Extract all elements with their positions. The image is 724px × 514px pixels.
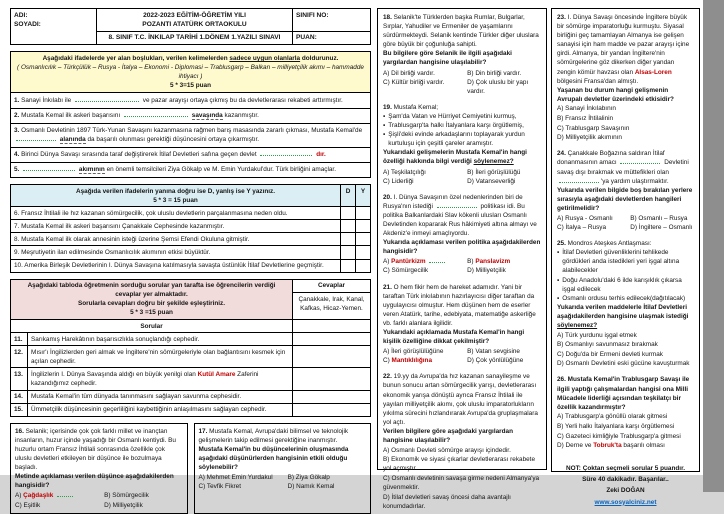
class-label: SINIFI NO: <box>296 11 329 19</box>
dy-item-8: 8. Mustafa Kemal ilk olarak annesinin isteği üzerine Şemsi Efendi Okuluna gitmiştir. <box>11 233 341 246</box>
fill-item-1: 1. Sanayi İnkılabı ile ve pazar arayışı ortaya çıkmış bu da devletlerarası rekabeti arttırmıştır. <box>11 93 371 108</box>
question-prompt: Metinde açıklaması verilen düşünce aşağıdakilerden hangisidir? <box>15 473 174 490</box>
blank-field[interactable] <box>124 111 188 117</box>
question-19 <box>383 103 541 186</box>
bullet-item: ▪ Şam'da Vatan ve Hürriyet Cemiyetini kurmuş, <box>383 112 517 120</box>
answer-cell[interactable] <box>293 390 371 403</box>
answer-cell-y[interactable] <box>356 233 371 246</box>
title-line1: 2022-2023 EĞİTİM-ÖĞRETİM YILI <box>143 11 246 19</box>
mark-squiggle <box>429 257 445 263</box>
match-item-12: Mısır'ı İngilizlerden geri almak ve İngiltere'nin sömürgeleriyle olan bağlantısını kesmek için açılan cephedir. <box>28 346 293 368</box>
blank-field[interactable] <box>559 177 599 183</box>
match-item-11: Sarıkamış Harekâtının başarısızlıkla sonuçlandığı cephedir. <box>28 333 293 346</box>
match-row-number: 12. <box>11 346 28 368</box>
option-b: B) Panslavizm <box>467 258 511 266</box>
option-c: C) Liderliği <box>383 177 414 185</box>
question-intro: Mustafa Kemal; <box>393 103 439 111</box>
option-b: B) Yerli halkı İtalyanlara karşı örgütlemesi <box>557 422 675 430</box>
question-intro: Mondros Ateşkes Antlaşması: <box>567 240 652 248</box>
question-25 <box>557 239 694 368</box>
question-prompt: Yukarıdaki açıklamada Mustafa Kemal'in hangi kişilik özelliğine dikkat çekilmiştir? <box>383 329 525 346</box>
title-line3: 8. SINIF T.C. İNKILAP TARİHİ 1.DÖNEM 1.YAZILI SINAVI <box>97 31 293 44</box>
left-column <box>10 8 371 514</box>
match-item-15: Ümmetçilik düşüncesinin geçerliliğini kaybettiğinin anlaşılmasını sağlayan cephedir. <box>28 403 293 416</box>
question-prompt: Mustafa Kemal'in bu düşüncelerinin oluşmasında aşağıdaki düşünürlerden hangisinin etkili olduğu söylenebilir? <box>198 445 349 472</box>
question-prompt: Verilen bilgilere göre aşağıdaki yargılardan hangisine ulaşılabilir? <box>383 427 513 445</box>
option-a: A) Dil birliği vardır. <box>383 69 435 77</box>
option-d: D) Osmanlı Devletini eski gücüne kavuşturmak <box>557 360 690 368</box>
match-points: 5 * 3 =15 puan <box>130 309 173 317</box>
option-a: A) Pantürkizm <box>383 257 465 266</box>
word-bank: ( Osmanlıcılık – Türkçülük – Rusya - İtalya – Ekonomi - Diplomasi – Trablusgarp – Balkan – milliyetçilik akımı – hammadde ihtiyacı ) <box>17 64 364 81</box>
fill-item-3: 3. Osmanlı Devletinin 1897 Türk-Yunan Savaşını kazanmasına rağmen barış masasında zararlı çıkması, Mustafa Kemal'de alanında da başarılı olunması gerektiği düşüncesini ortaya çıkarmıştır. <box>11 123 371 147</box>
bullet-item: ▪ Şişli'deki evinde arkadaşlarını toplayarak yurdun kurtuluşu için çeşitli çareler aramıştır. <box>383 131 525 148</box>
question-prompt: Yukarıda verilen maddelerle İtilaf Devletleri aşağıdakilerden hangisine ulaşmak istediği söylenemez? <box>557 303 689 329</box>
fill-in-blanks-section <box>10 51 371 178</box>
column-header-d: D <box>341 185 356 207</box>
exam-note <box>557 464 694 506</box>
answer-cell-d[interactable] <box>341 259 356 272</box>
option-a: A) Türk yurdunu işgal etmek <box>557 331 637 339</box>
highlighted-text: Alsas-Loren <box>634 68 672 76</box>
answers-column <box>293 279 371 319</box>
blank-field[interactable] <box>260 150 312 156</box>
mark-squiggle <box>57 491 73 497</box>
question-stem: I. Dünya Savaşı öncesinde İngiltere büyük bir sömürge imparatorluğu kurmuştu. Siyasal birliğini geç tamamlayan Almanya ise gelişen sanayisi için ham madde ve pazar arayışı içine girdi. Almanya, bir yandan İngiltere'nin sömürgelerine göz dikerken diğer yandan zengin kömür havzası olan <box>557 14 690 76</box>
matching-section <box>10 279 371 417</box>
score-field[interactable] <box>293 31 371 44</box>
bullet-item: ▪ İtilaf Devletleri güvenliklerini tehlikede gördükleri anda istedikleri yeri işgal altına alabilecekler <box>557 249 680 275</box>
answer-cell-y[interactable] <box>356 220 371 233</box>
question-number: 16. <box>15 427 24 435</box>
question-number: 26. <box>557 376 566 384</box>
match-item-13: İngilizlerin I. Dünya Savaşında aldığı en büyük yenilgi olan Kutül Amare Zaferini kazandığımız cephedir. <box>28 368 293 390</box>
question-stem: 19.yy da Avrupa'da hız kazanan sanayileşme ve bunun sonucu artan sömürgecilik yarışı, devletlerarası ekonomik yarışa dönüştü ayrıca Fransız İhtilali ile yayılan milliyetçilik akımı, çok uluslu imparatorlukların yıkılma sürecini hızlandırarak Avrupa'da gruplaşmalara yol açtı. <box>383 373 538 426</box>
option-b: B) Osmanlıyı savunmasız bırakmak <box>557 341 658 349</box>
question-17 <box>194 423 372 514</box>
fill-instructions: Aşağıdaki ifadelerde yer alan boşlukları, verilen kelimelerden sadece uygun olanlarla doldurunuz. ( Osmanlıcılık – Türkçülük – Rusya - İtalya – Ekonomi - Diplomasi – Trablusgarp – Balkan – milliyetçilik akımı – hammadde ihtiyacı ) 5 * 3=15 puan <box>11 52 371 93</box>
fill-points: 5 * 3=15 puan <box>169 82 212 90</box>
marked-option-text: Pantürkizm <box>391 258 426 266</box>
option-b: B) Ziya Gökalp <box>287 474 330 482</box>
title-line2: POZANTI ATATÜRK ORTAOKULU <box>142 20 247 28</box>
option-d: D) Derne ve Tobruk'ta başarılı olması <box>557 442 665 450</box>
option-c: C) Eşitlik <box>15 501 41 509</box>
fill-item-2: 2. Mustafa Kemal ilk askeri başarısını savaşında kazanmıştır. <box>11 108 371 123</box>
fill-item-4: 4. Birinci Dünya Savaşı sırasında taraf değiştirerek İtilaf Devletleri safına geçen devlet dır. <box>11 147 371 162</box>
question-prompt: Yukarıda verilen bilgide boş bırakılan yerlere sırasıyla aşağıdaki devletlerden hangileri getirilmelidir? <box>557 186 693 212</box>
option-c: C) Osmanlı devletinin savaşa girme nedeni Almanya'ya güvenmektir. <box>383 474 540 491</box>
option-a: A) Çağdaşlık <box>15 491 102 500</box>
marked-option-text: Panslavizm <box>475 258 511 266</box>
option-d: D) Vatanseverliği <box>467 177 516 185</box>
question-stem: I. Dünya Savaşının özel nedenlerinden biri de Rusya'nın istediği <box>383 193 523 210</box>
option-a: A) Rusya - Osmanlı <box>557 214 613 222</box>
name-label: ADI: <box>14 11 28 19</box>
answer-cell[interactable] <box>293 403 371 416</box>
website-link[interactable]: www.sosyalciniz.net <box>594 498 657 506</box>
dy-points: 5 * 3 = 15 puan <box>153 196 198 204</box>
option-b: B) Vatan sevgisine <box>467 348 520 356</box>
answer-cell[interactable] <box>293 346 371 368</box>
class-number-field[interactable] <box>293 9 371 32</box>
option-c: C) Gazeteci kimliğiyle Trablusgarp'a gitmesi <box>557 432 681 440</box>
middle-column <box>377 8 547 510</box>
question-prompt: Yukarıdaki gelişmelerin Mustafa Kemal'in hangi özelliği hakkında bilgi verdiği söylenemez? <box>383 149 527 166</box>
exam-header <box>10 8 371 45</box>
marked-option-text: Çağdaşlık <box>23 492 54 500</box>
dy-item-7: 7. Mustafa Kemal ilk askeri başarısını Çanakkale Cephesinde kazanmıştır. <box>11 220 341 233</box>
question-number: 24. <box>557 150 566 158</box>
bullet-item: ▪ Doğu Anadolu'daki 6 ilde karışıklık çıkarsa işgal edilecek <box>557 276 682 293</box>
bullet-item: ▪ Osmanlı ordusu terhis edilecek(dağıtılacak) <box>557 294 686 302</box>
bottom-question-row <box>10 423 371 514</box>
answer-cell-d[interactable] <box>341 246 356 259</box>
option-d: D) Milliyetçilik <box>104 501 143 509</box>
dy-item-10: 10. Amerika Birleşik Devletlerinin I. Dünya Savaşına katılmasıyla savaşta üstünlük İtilaf Devletlerine geçmiştir. <box>11 259 341 272</box>
fill-instruction-text: Aşağıdaki ifadelerde yer alan boşlukları, verilen kelimelerden <box>42 55 228 63</box>
note-line1: NOT: Çoktan seçmeli sorular 5 puandır. <box>566 465 685 473</box>
option-c: C) Trablusgarp Savaşının <box>557 124 630 132</box>
question-stem: Mustafa Kemal, Avrupa'daki bilimsel ve teknolojik gelişmelerin takip edilmesi gerektiğine inanmıştır. <box>198 427 349 444</box>
question-number: 25. <box>557 240 566 248</box>
answer-cell[interactable] <box>293 368 371 390</box>
answers-header: Cevaplar <box>293 280 370 293</box>
option-d: D) Çok yönlülüğüne <box>467 357 524 365</box>
question-number: 22. <box>383 373 392 381</box>
option-a: A) Mehmet Emin Yurdakul <box>198 474 273 482</box>
question-number: 18. <box>383 14 392 21</box>
match-instructions: Aşağıdaki tabloda öğretmenin sorduğu sorular yan tarafta ise öğrencilerin verdiği cevaplar yer almaktadır. Sorularla cevapları doğru bir şekilde eşleştiriniz. 5 * 3 =15 puan <box>11 279 293 319</box>
answer-cell-y[interactable] <box>356 246 371 259</box>
question-20: 20. I. Dünya Savaşının özel nedenlerinden biri de Rusya'nın istediği politikası idi. Bu politika Balkanlardaki Slav kökenli ulusları Osmanlı Devletinden kopararak Rus hâkimiyeti altına almayı ve Akdeniz'e inmeyi amaçlıyordu. Yukarıda açıklaması verilen politika aşağıdakilerden hangisidir? A) Pantürkizm B) Panslavizm C) Sömürgecilik D) Milliyetçilik <box>383 193 541 276</box>
author-name: Zeki DOĞAN <box>606 487 645 495</box>
match-row-number: 13. <box>11 368 28 390</box>
match-item-14: Mustafa Kemal'in tüm dünyada tanınmasını sağlayan savunma cephesidir. <box>28 390 293 403</box>
question-number: 20. <box>383 193 392 201</box>
question-prompt: Yaşanan bu durum hangi gelişmenin Avrupalı devletler üzerindeki etkisidir? <box>557 86 674 103</box>
option-a: A) Trablusgarp'a gönüllü olarak gitmesi <box>557 413 668 421</box>
question-prompt: Bu bilgilere göre Selanik ile ilgili aşağıdaki yargılardan hangisine ulaşılabilir? <box>383 50 512 67</box>
option-b: B) Osmanlı – Rusya <box>630 214 688 222</box>
question-prompt: Mustafa Kemal'in Trablusgarp Savaşı ile ilgili yaptığı çalışmalardan hangisi ona Milli Mücadele liderliği açısından teşkilatçı bir özellik kazandırmıştır? <box>557 376 690 411</box>
answer-cell-d[interactable] <box>341 233 356 246</box>
option-b: B) Sömürgecilik <box>104 492 149 500</box>
answer-cell-d[interactable] <box>341 220 356 233</box>
exam-title <box>97 9 293 32</box>
answer-cell-d[interactable] <box>341 207 356 220</box>
option-c: C) Doğu'da bir Ermeni devleti kurmak <box>557 350 663 358</box>
answer-options-list: Çanakkale, Irak, Kanal, Kafkas, Hicaz-Yemen. <box>298 295 365 312</box>
option-d: D) Milliyetçilik akımının <box>557 134 622 142</box>
marked-option-text: Tobruk'ta <box>593 442 622 450</box>
question-24: 24. Çanakkale Boğazına saldıran İtilaf donanmasının amacı Devletini savaş dışı bırakmak ve müttefikleri olan 'ya yardım ulaştırmaktır. Yukarıda verilen bilgide boş bırakılan yerlere sırasıyla aşağıdaki devletlerden hangileri getirilmelidir? A) Rusya - Osmanlı B) Osmanlı – Rusya C) İtalya – Rusya D) İngiltere – Osmanlı <box>557 149 694 232</box>
option-b: B) Ekonomik ve siyasi çıkarlar devletlerarası rekabete yol açmıştır. <box>383 456 536 473</box>
student-name-field[interactable] <box>11 9 97 45</box>
match-row-number: 14. <box>11 390 28 403</box>
column-header-y: Y <box>356 185 371 207</box>
option-b: B) Din birliği vardır. <box>467 69 522 77</box>
question-22 <box>383 372 541 510</box>
option-d: D) Milliyetçilik <box>467 267 506 275</box>
note-line2: Süre 40 dakikadır. Başarılar.. <box>582 476 669 484</box>
marked-option-text: Mantıklılığına <box>391 357 433 365</box>
question-stem: Çanakkale Boğazına saldıran İtilaf donanmasının amacı <box>557 150 665 167</box>
question-number: 19. <box>383 103 392 111</box>
answer-cell[interactable] <box>293 320 371 333</box>
question-stem: O hem fikir hem de hareket adamıdır. Yani bir taraftan Türk inkılabının hazırlayıcısı diğer taraftan da uygulayıcısı olmuştur. Hem düşünen hem de eserler veren Atatürk, tarihe, edebiyata, matematiğe askerliğe vb. farklı alanlara ilgilidir. <box>383 283 536 327</box>
question-26 <box>557 375 694 450</box>
match-row-number: 11. <box>11 333 28 346</box>
option-a: A) Osmanlı Devleti sömürge arayışı içindedir. <box>383 446 511 454</box>
option-a: A) Sanayi İnkılabının <box>557 105 616 113</box>
question-number: 23. <box>557 14 566 21</box>
question-23: 23. I. Dünya Savaşı öncesinde İngiltere büyük bir sömürge imparatorluğu kurmuştu. Siyasal birliğini geç tamamlayan Almanya ise gelişen sanayisi için ham madde ve pazar arayışı içine girdi. Almanya, bir yandan İngiltere'nin sömürgelerine göz dikerken diğer yandan zengin kömür havzası olan Alsas-Loren bölgesini Fransa'dan almıştı. Yaşanan bu durum hangi gelişmenin Avrupalı devletler üzerindeki etkisidir? A) Sanayi İnkılabının B) Fransız İhtilalinin C) Trablusgarp Savaşının D) Milliyetçilik akımının <box>557 13 694 142</box>
blank-field[interactable] <box>75 96 139 102</box>
answer-cell-y[interactable] <box>356 207 371 220</box>
question-18 <box>383 13 541 96</box>
highlighted-answer-text: Kutül Amare <box>197 370 236 378</box>
option-c: C) Kültür birliği vardır. <box>383 78 445 86</box>
blank-field[interactable] <box>620 158 660 164</box>
option-c: C) Mantıklılığına <box>383 357 433 365</box>
fill-instruction-underlined: sadece uygun olanlarla <box>229 55 301 63</box>
question-stem: Selanik; içerisinde çok çok farklı millet ve inançtan insanların, huzur içinde yaşadığı bir Osmanlı kentiydi. Bu huzurlu ortam Fransız İhtilali sonrasında özellikle çok uluslu devletleri etkileyen bir düşünce ile bozulmaya başladı. <box>15 427 176 472</box>
answer-cell-y[interactable] <box>356 259 371 272</box>
true-false-section <box>10 184 371 273</box>
question-21 <box>383 283 541 366</box>
option-d: D) İngiltere – Osmanlı <box>630 224 693 232</box>
match-row-number: 15. <box>11 403 28 416</box>
option-c: C) Tevfik Fikret <box>198 483 241 491</box>
option-d: D) Çok uluslu bir yapı vardır. <box>467 78 529 95</box>
option-d: D) Namık Kemal <box>287 483 335 491</box>
option-a: A) Teşkilatçılığı <box>383 168 426 176</box>
option-a: A) İleri görüşlülüğüne <box>383 348 444 356</box>
surname-label: SOYADI: <box>14 20 41 28</box>
score-label: PUAN: <box>296 34 317 42</box>
right-column <box>551 8 700 506</box>
option-b: B) İleri görüşlülüğü <box>467 168 521 176</box>
question-stem: Selanik'te Türklerden başka Rumlar, Bulgarlar, Sırplar, Yahudiler ve Ermeniler de yaşamlarını sürdürmekteydi. Selanik kentinde Türkler diğer uluslara göre büyük bir çoğunluğa sahipti. <box>383 14 539 49</box>
blank-field[interactable] <box>437 202 477 208</box>
questions-header: Sorular <box>11 320 293 333</box>
fill-item-5: 5. akımının en önemli temsilcileri Ziya Gökalp ve M. Emin Yurdakul'dur. Türk birliğini amaçlar. <box>11 162 371 177</box>
question-16 <box>10 423 188 514</box>
blank-field[interactable] <box>23 165 75 171</box>
option-c: C) İtalya – Rusya <box>557 224 607 232</box>
answer-cell[interactable] <box>293 333 371 346</box>
bullet-item: ▪ Trablusgarp'ta halkı İtalyanlara karşı örgütlemiş, <box>383 122 524 130</box>
dy-instructions: Aşağıda verilen ifadelerin yanına doğru ise D, yanlış ise Y yazınız. 5 * 3 = 15 puan <box>11 185 341 207</box>
dy-item-6: 6. Fransız İhtilali ile hız kazanan sömürgecilik, çok uluslu devletlerin parçalanmasına neden oldu. <box>11 207 341 220</box>
page-edge-band <box>703 0 724 492</box>
question-number: 21. <box>383 283 392 291</box>
option-c: C) Sömürgecilik <box>383 267 429 275</box>
question-prompt: Yukarıda açıklaması verilen politika aşağıdakilerden hangisidir? <box>383 239 541 256</box>
option-d: D) İtilaf devletleri savaş öncesi daha avantajlı konumdadırlar. <box>383 493 511 510</box>
blank-field[interactable] <box>16 135 56 141</box>
dy-item-9: 9. Meşrutiyetin ilan edilmesinde Osmanlıcılık akımının etkisi büyüktür. <box>11 246 341 259</box>
option-b: B) Fransız İhtilalinin <box>557 115 614 123</box>
question-number: 17. <box>198 427 208 435</box>
